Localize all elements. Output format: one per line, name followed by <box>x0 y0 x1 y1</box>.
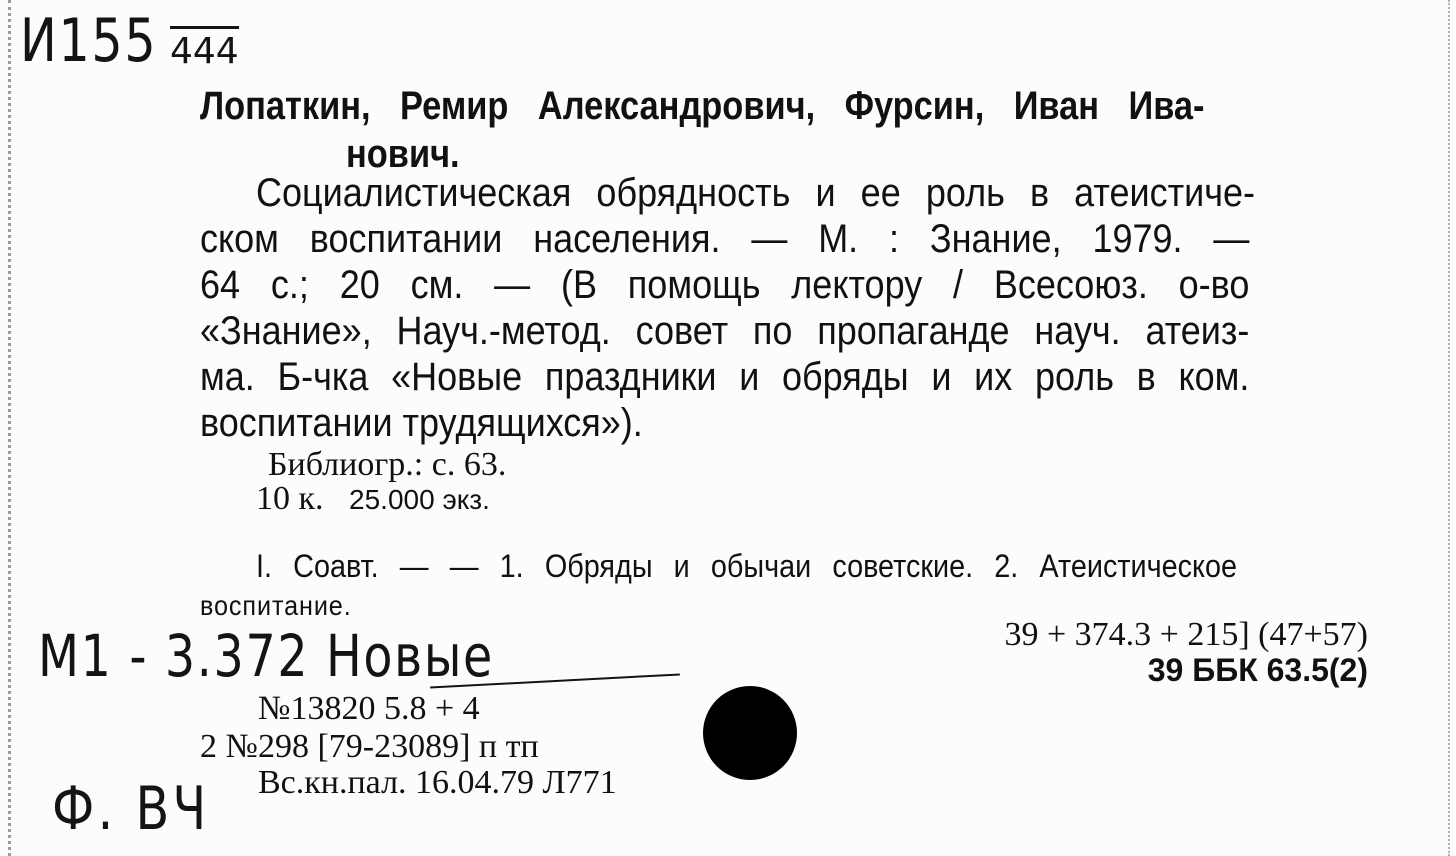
subject-headings-line-2: воспитание. <box>200 590 352 621</box>
authors-heading-continuation: нович. <box>346 132 460 176</box>
udc-index: 39 + 374.3 + 215] (47+57) <box>1004 616 1368 653</box>
shelfmark-handwritten: И155 <box>20 6 158 76</box>
price-and-print-run <box>256 480 490 518</box>
print-info-line-3: Вс.кн.пал. 16.04.79 Л771 <box>258 764 617 801</box>
print-run: 25.000 экз. <box>349 484 490 515</box>
print-info-line-2: 2 №298 [79-23089] п тп <box>200 728 539 765</box>
punch-hole <box>703 686 797 780</box>
location-note-handwritten: М1 - 3.372 Новые <box>38 622 494 690</box>
shelfmark-sub-number: 444 <box>170 26 239 72</box>
description-line-6: воспитании трудящихся»). <box>200 401 643 445</box>
description-line-4: «Знание», Науч.-метод. совет по пропаганде науч. атеиз- <box>200 309 1250 353</box>
bbk-index: 39 ББК 63.5(2) <box>1147 652 1368 688</box>
description-line-2: ском воспитании населения. — М. : Знание, 1979. — <box>200 217 1250 261</box>
description-line-3: 64 с.; 20 см. — (В помощь лектору / Всесоюз. о-во <box>200 263 1250 307</box>
price: 10 к. <box>256 480 324 517</box>
print-info-line-1: №13820 5.8 + 4 <box>258 690 480 727</box>
description-line-5: ма. Б-чка «Новые праздники и обряды и их роль в ком. <box>200 355 1250 399</box>
subject-headings-line-1: I. Соавт. — — 1. Обряды и обычаи советские. 2. Атеистическое <box>256 548 1237 584</box>
authors-heading: Лопаткин, Ремир Александрович, Фурсин, Иван Ива- <box>200 84 1205 128</box>
description-line-1: Социалистическая обрядность и ее роль в атеистиче- <box>256 171 1255 215</box>
bibliography-note: Библиогр.: с. 63. <box>268 446 507 483</box>
fund-note-handwritten: Ф. ВЧ <box>52 774 210 844</box>
